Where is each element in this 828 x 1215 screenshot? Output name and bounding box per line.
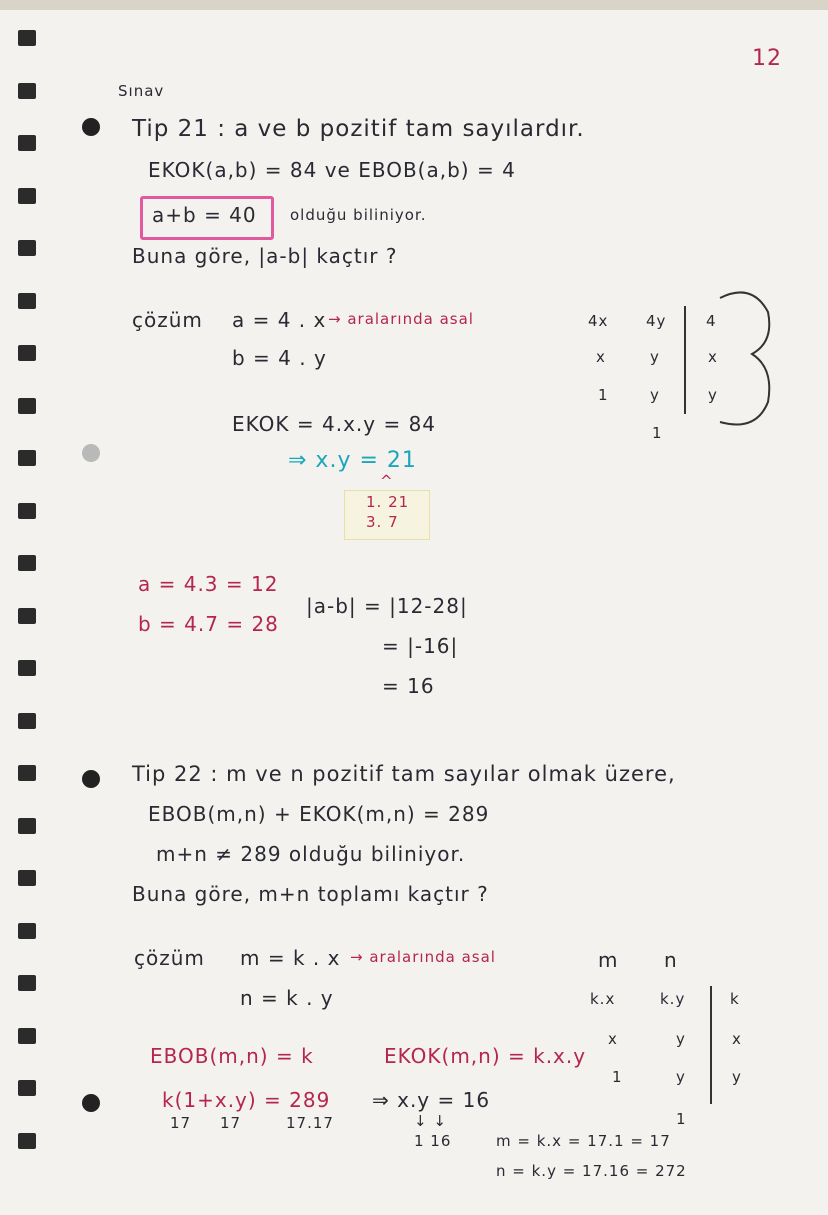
tip21-title: Tip 21 : a ve b pozitif tam sayılardır. [132,116,585,142]
binder-hole [18,975,36,991]
binder-hole [18,660,36,676]
tip22-sum-equation: k(1+x.y) = 289 [162,1088,331,1112]
tip22-m-def: m = k . x [240,946,341,970]
tip21-table-cell: 1 [652,424,663,442]
tip22-under-paren: 17 [220,1114,242,1132]
tip22-under-k: 17 [170,1114,192,1132]
tip21-coprime-note: → aralarında asal [328,310,474,328]
binder-hole [18,30,36,46]
tip21-b-def: b = 4 . y [232,346,327,370]
tip22-table-cell: x [732,1030,742,1048]
tip22-given-line2: m+n ≠ 289 olduğu biliniyor. [156,842,466,866]
tip21-a-result: a = 4.3 = 12 [138,572,279,596]
binder-hole [18,83,36,99]
tip22-table-cell: k.y [660,990,686,1008]
tip22-question: Buna göre, m+n toplamı kaçtır ? [132,882,489,906]
tip21-table-cell: y [650,348,660,366]
binder-hole [18,398,36,414]
tip21-abs-step2: = |-16| [382,634,459,658]
tip21-table-cell: 4y [646,312,667,330]
tip22-ekok-equation: EKOK(m,n) = k.x.y [384,1044,587,1068]
brace-drawing [712,282,782,442]
binder-hole [18,713,36,729]
tip21-b-result: b = 4.7 = 28 [138,612,279,636]
tip21-a-def: a = 4 . x [232,308,327,332]
tip22-given-line: EBOB(m,n) + EKOK(m,n) = 289 [148,802,490,826]
binder-hole [18,555,36,571]
binder-hole [18,1080,36,1096]
page-number: 12 [752,46,782,71]
tip22-down-arrows: ↓ ↓ [414,1112,447,1130]
tip21-table-cell: 4 [706,312,717,330]
tip22-ebob-equation: EBOB(m,n) = k [150,1044,314,1068]
tip21-table-cell: y [708,386,718,404]
binder-hole [18,818,36,834]
tip21-abs-step1: |a-b| = |12-28| [306,594,468,618]
bullet-dot [82,770,100,788]
tip22-title: Tip 22 : m ve n pozitif tam sayılar olmak üzere, [132,762,676,786]
bullet-dot [82,444,100,462]
tip22-table-cell: k.x [590,990,616,1008]
tip22-solution-label: çözüm [134,946,205,970]
binder-holes [18,30,38,1200]
binder-hole [18,1028,36,1044]
tip21-given-rest: olduğu biliniyor. [290,206,427,224]
tip22-table-head: n [664,948,678,972]
table-divider [710,986,712,1104]
tip22-xy-equation: ⇒ x.y = 16 [372,1088,491,1112]
tip22-m-result: m = k.x = 17.1 = 17 [496,1132,671,1150]
table-divider [684,306,686,414]
tip21-table-cell: x [596,348,606,366]
tip22-table-cell: y [676,1030,686,1048]
tip21-question: Buna göre, |a-b| kaçtır ? [132,244,398,268]
tip22-table-cell: k [730,990,740,1008]
tip21-factor-row2: 3. 7 [366,513,399,531]
binder-hole [18,1133,36,1149]
tip22-table-cell: y [676,1068,686,1086]
binder-hole [18,870,36,886]
binder-hole [18,608,36,624]
binder-hole [18,450,36,466]
binder-hole [18,345,36,361]
page-top-edge [0,0,828,10]
binder-hole [18,293,36,309]
tip21-given-line: EKOK(a,b) = 84 ve EBOB(a,b) = 4 [148,158,516,182]
tip21-table-cell: 4x [588,312,609,330]
tip21-xy-equation: ⇒ x.y = 21 [288,448,417,473]
tip21-split-mark: ^ [380,472,394,490]
tip21-table-cell: 1 [598,386,609,404]
bullet-dot [82,1094,100,1112]
tip21-table-cell: x [708,348,718,366]
binder-hole [18,188,36,204]
tip22-xy-values: 1 16 [414,1132,452,1150]
binder-hole [18,923,36,939]
tip21-factor-row1: 1. 21 [366,493,410,511]
binder-hole [18,503,36,519]
tip22-under-289: 17.17 [286,1114,334,1132]
tip22-coprime-note: → aralarında asal [350,948,496,966]
header-label: Sınav [118,82,165,100]
tip21-ekok-equation: EKOK = 4.x.y = 84 [232,412,437,436]
tip21-boxed-condition: a+b = 40 [152,203,257,227]
tip22-table-cell: 1 [676,1110,687,1128]
tip22-table-head: m [598,948,619,972]
tip22-table-cell: 1 [612,1068,623,1086]
tip22-table-cell: x [608,1030,618,1048]
binder-hole [18,765,36,781]
bullet-dot [82,118,100,136]
binder-hole [18,135,36,151]
tip22-n-result: n = k.y = 17.16 = 272 [496,1162,687,1180]
tip22-n-def: n = k . y [240,986,334,1010]
tip21-table-cell: y [650,386,660,404]
tip22-table-cell: y [732,1068,742,1086]
binder-hole [18,240,36,256]
tip21-abs-step3: = 16 [382,674,435,698]
tip21-solution-label: çözüm [132,308,203,332]
